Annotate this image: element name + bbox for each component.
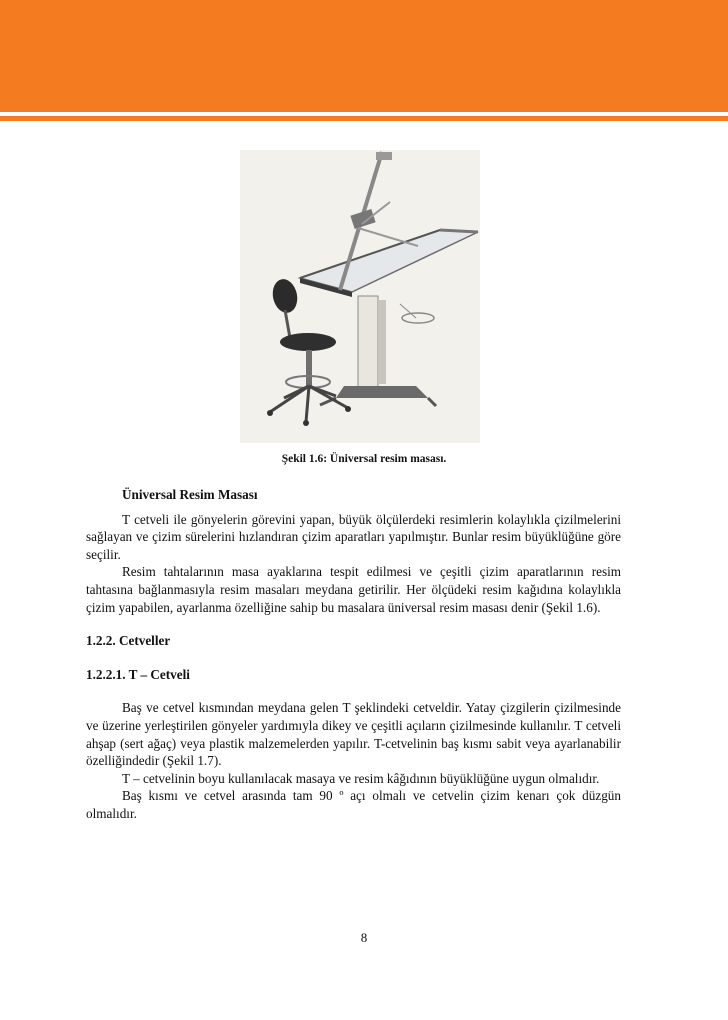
paragraph: Baş ve cetvel kısmından meydana gelen T şeklindeki cetveldir. Yatay çizgilerin çizilmesinde ve üzerine yerleştirilen gönyeler yardımıyla dikey ve çeşitli açıların çizilmesinde kullanılır. T cetveli ahşap (sert ağaç) veya plastik malzemelerden yapılır. T-cetvelinin baş kısmı sabit veya ayarlanabilir özelliğindedir (Şekil 1.7). [86, 700, 621, 769]
section-title: Üniversal Resim Masası [122, 487, 258, 502]
paragraph: Resim tahtalarının masa ayaklarına tespit edilmesi ve çeşitli çizim aparatlarının resim tahtasına bağlanmasıyla resim masaları meydana getirilir. Her ölçüdeki resim kağıdına kolaylıkla çizim yapabilen, ayarlanma özelliğine sahip bu masalara üniversal resim masası denir (Şekil 1.6). [86, 564, 621, 615]
paragraph: Baş kısmı ve cetvel arasında tam 90 º açı olmalı ve cetvelin çizim kenarı çok düzgün olmalıdır. [86, 788, 621, 821]
drafting-table-illustration [240, 150, 480, 443]
figure-caption: Şekil 1.6: Üniversal resim masası. [281, 453, 447, 465]
heading-cetveller: 1.2.2. Cetveller [86, 633, 171, 649]
heading-t-cetveli: 1.2.2.1. T – Cetveli [86, 666, 190, 682]
document-body [86, 486, 621, 823]
paragraph: T cetveli ile gönyelerin görevini yapan, büyük ölçülerdeki resimlerin kolaylıkla çizilmelerini sağlayan ve çizim sürelerini hızlandıran çizim aparatları yapılmıştır. Bunlar resim büyüklüğüne göre seçilir. [86, 511, 621, 562]
drafting-table-image [240, 150, 480, 443]
paragraph: T – cetvelinin boyu kullanılacak masaya ve resim kâğıdının büyüklüğüne uygun olmalıdır. [122, 770, 600, 786]
header-stripe [0, 116, 728, 121]
header-band [0, 0, 728, 112]
page-number: 8 [360, 930, 368, 945]
